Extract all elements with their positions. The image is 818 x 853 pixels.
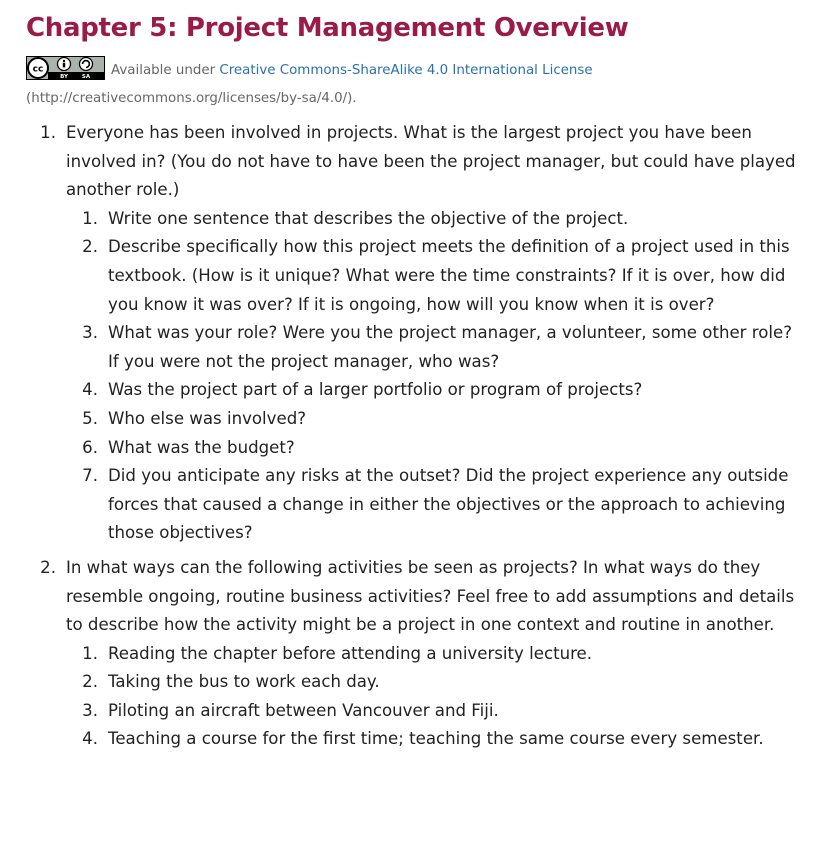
page-title: Chapter 5: Project Management Overview <box>26 13 629 43</box>
item-number: 3. <box>82 323 98 343</box>
question-text: Everyone has been involved in projects. What is the largest project you have been involved in? (You do not have to have been the project manager, but could have played another role.) <box>66 123 796 200</box>
item-number: 6. <box>82 437 98 457</box>
item-text: What was your role? Were you the project manager, a volunteer, some other role? If you were not the project manager, who was? <box>108 323 793 371</box>
list-item <box>70 434 796 463</box>
item-text: Describe specifically how this project meets the definition of a project used in this textbook. (How is it unique? What were the time constraints? If it is over, how did you know it was over? If it is ongoing, how will you know when it is over? <box>108 237 790 314</box>
list-item <box>70 668 796 697</box>
item-text: Was the project part of a larger portfolio or program of projects? <box>108 380 643 400</box>
list-item <box>70 462 796 548</box>
item-number: 2. <box>82 237 98 257</box>
item-number: 3. <box>82 700 98 720</box>
question-text: In what ways can the following activities be seen as projects? In what ways do they resemble ongoing, routine business activities? Feel free to add assumptions and details to describe how the activity might be a project in one context and routine in another. <box>66 557 795 635</box>
exercise-list <box>26 119 796 754</box>
item-text: What was the budget? <box>108 437 295 457</box>
list-item <box>70 640 796 669</box>
license-link[interactable]: Creative Commons-ShareAlike 4.0 International License <box>219 63 593 78</box>
list-item <box>70 405 796 434</box>
list-item <box>70 376 796 405</box>
item-text: Write one sentence that describes the objective of the project. <box>108 208 629 228</box>
item-text: Teaching a course for the first time; teaching the same course every semester. <box>108 729 764 749</box>
license-url: (http://creativecommons.org/licenses/by-sa/4.0/). <box>26 91 357 106</box>
svg-text:SA: SA <box>81 74 91 80</box>
item-text: Did you anticipate any risks at the outset? Did the project experience any outside forces that caused a change in either the objectives or the approach to achieving those objectives? <box>108 466 789 543</box>
list-item <box>26 119 796 548</box>
item-number: 1. <box>40 123 56 142</box>
svg-text:cc: cc <box>32 64 44 75</box>
item-number: 2. <box>82 672 98 692</box>
svg-text:BY: BY <box>60 74 68 80</box>
list-item <box>70 725 796 754</box>
item-number: 4. <box>82 729 98 749</box>
sub-list <box>70 640 796 754</box>
item-number: 1. <box>82 208 98 228</box>
item-text: Who else was involved? <box>108 408 307 428</box>
list-item <box>70 205 796 234</box>
item-text: Taking the bus to work each day. <box>108 672 380 692</box>
list-item <box>70 233 796 319</box>
cc-by-sa-badge-icon <box>26 56 105 80</box>
list-item <box>70 319 796 376</box>
item-number: 1. <box>82 643 98 663</box>
item-number: 7. <box>82 466 98 486</box>
license-prefix: Available under <box>111 63 220 78</box>
license-notice <box>26 56 796 113</box>
item-text: Piloting an aircraft between Vancouver and Fiji. <box>108 700 499 720</box>
item-number: 5. <box>82 408 98 428</box>
sub-list <box>70 205 796 548</box>
list-item <box>70 697 796 726</box>
item-number: 2. <box>40 557 56 577</box>
item-text: Reading the chapter before attending a university lecture. <box>108 643 593 663</box>
list-item <box>26 554 796 754</box>
item-number: 4. <box>82 380 98 400</box>
